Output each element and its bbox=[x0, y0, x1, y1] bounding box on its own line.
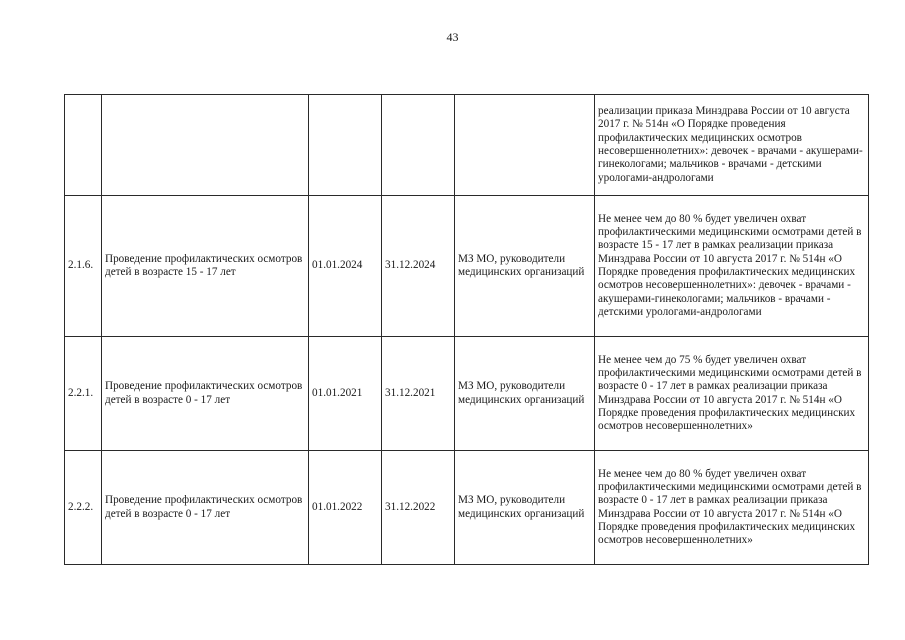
responsible-cell bbox=[455, 95, 595, 196]
end-date-cell: 31.12.2022 bbox=[382, 451, 455, 565]
table-row bbox=[65, 95, 869, 196]
item-number-cell: 2.1.6. bbox=[65, 196, 102, 337]
table-row bbox=[65, 337, 869, 451]
start-date-cell: 01.01.2021 bbox=[309, 337, 382, 451]
table-row bbox=[65, 451, 869, 565]
measure-name-cell: Проведение профилактических осмотров детей в возрасте 0 - 17 лет bbox=[102, 451, 309, 565]
expected-result-cell: Не менее чем до 75 % будет увеличен охват профилактическими медицинскими осмотрами детей в возрасте 0 - 17 лет в рамках реализации приказа Минздрава России от 10 августа 2017 г. № 514н «О Порядке проведения профилактических медицинских осмотров несовершеннолетних» bbox=[595, 337, 869, 451]
end-date-cell: 31.12.2024 bbox=[382, 196, 455, 337]
end-date-cell: 31.12.2021 bbox=[382, 337, 455, 451]
expected-result-cell: Не менее чем до 80 % будет увеличен охват профилактическими медицинскими осмотрами детей в возрасте 0 - 17 лет в рамках реализации приказа Минздрава России от 10 августа 2017 г. № 514н «О Порядке проведения профилактических медицинских осмотров несовершеннолетних» bbox=[595, 451, 869, 565]
measures-table bbox=[64, 94, 869, 565]
expected-result-cell: реализации приказа Минздрава России от 10 августа 2017 г. № 514н «О Порядке проведения профилактических медицинских осмотров несовершеннолетних»: девочек - врачами - акушерами-гинекологами; мальчиков - врачами - детскими урологами-андрологами bbox=[595, 95, 869, 196]
responsible-cell: МЗ МО, руководители медицинских организаций bbox=[455, 337, 595, 451]
start-date-cell bbox=[309, 95, 382, 196]
responsible-cell: МЗ МО, руководители медицинских организаций bbox=[455, 196, 595, 337]
start-date-cell: 01.01.2024 bbox=[309, 196, 382, 337]
measure-name-cell bbox=[102, 95, 309, 196]
item-number-cell bbox=[65, 95, 102, 196]
responsible-cell: МЗ МО, руководители медицинских организаций bbox=[455, 451, 595, 565]
page-number: 43 bbox=[446, 30, 459, 44]
expected-result-cell: Не менее чем до 80 % будет увеличен охват профилактическими медицинскими осмотрами детей в возрасте 15 - 17 лет в рамках реализации приказа Минздрава России от 10 августа 2017 г. № 514н «О Порядке проведения профилактических медицинских осмотров несовершеннолетних»: девочек - врачами - акушерами-гинекологами; мальчиков - врачами - детскими урологами-андрологами bbox=[595, 196, 869, 337]
measure-name-cell: Проведение профилактических осмотров детей в возрасте 0 - 17 лет bbox=[102, 337, 309, 451]
start-date-cell: 01.01.2022 bbox=[309, 451, 382, 565]
item-number-cell: 2.2.2. bbox=[65, 451, 102, 565]
table-row bbox=[65, 196, 869, 337]
item-number-cell: 2.2.1. bbox=[65, 337, 102, 451]
measure-name-cell: Проведение профилактических осмотров детей в возрасте 15 - 17 лет bbox=[102, 196, 309, 337]
end-date-cell bbox=[382, 95, 455, 196]
